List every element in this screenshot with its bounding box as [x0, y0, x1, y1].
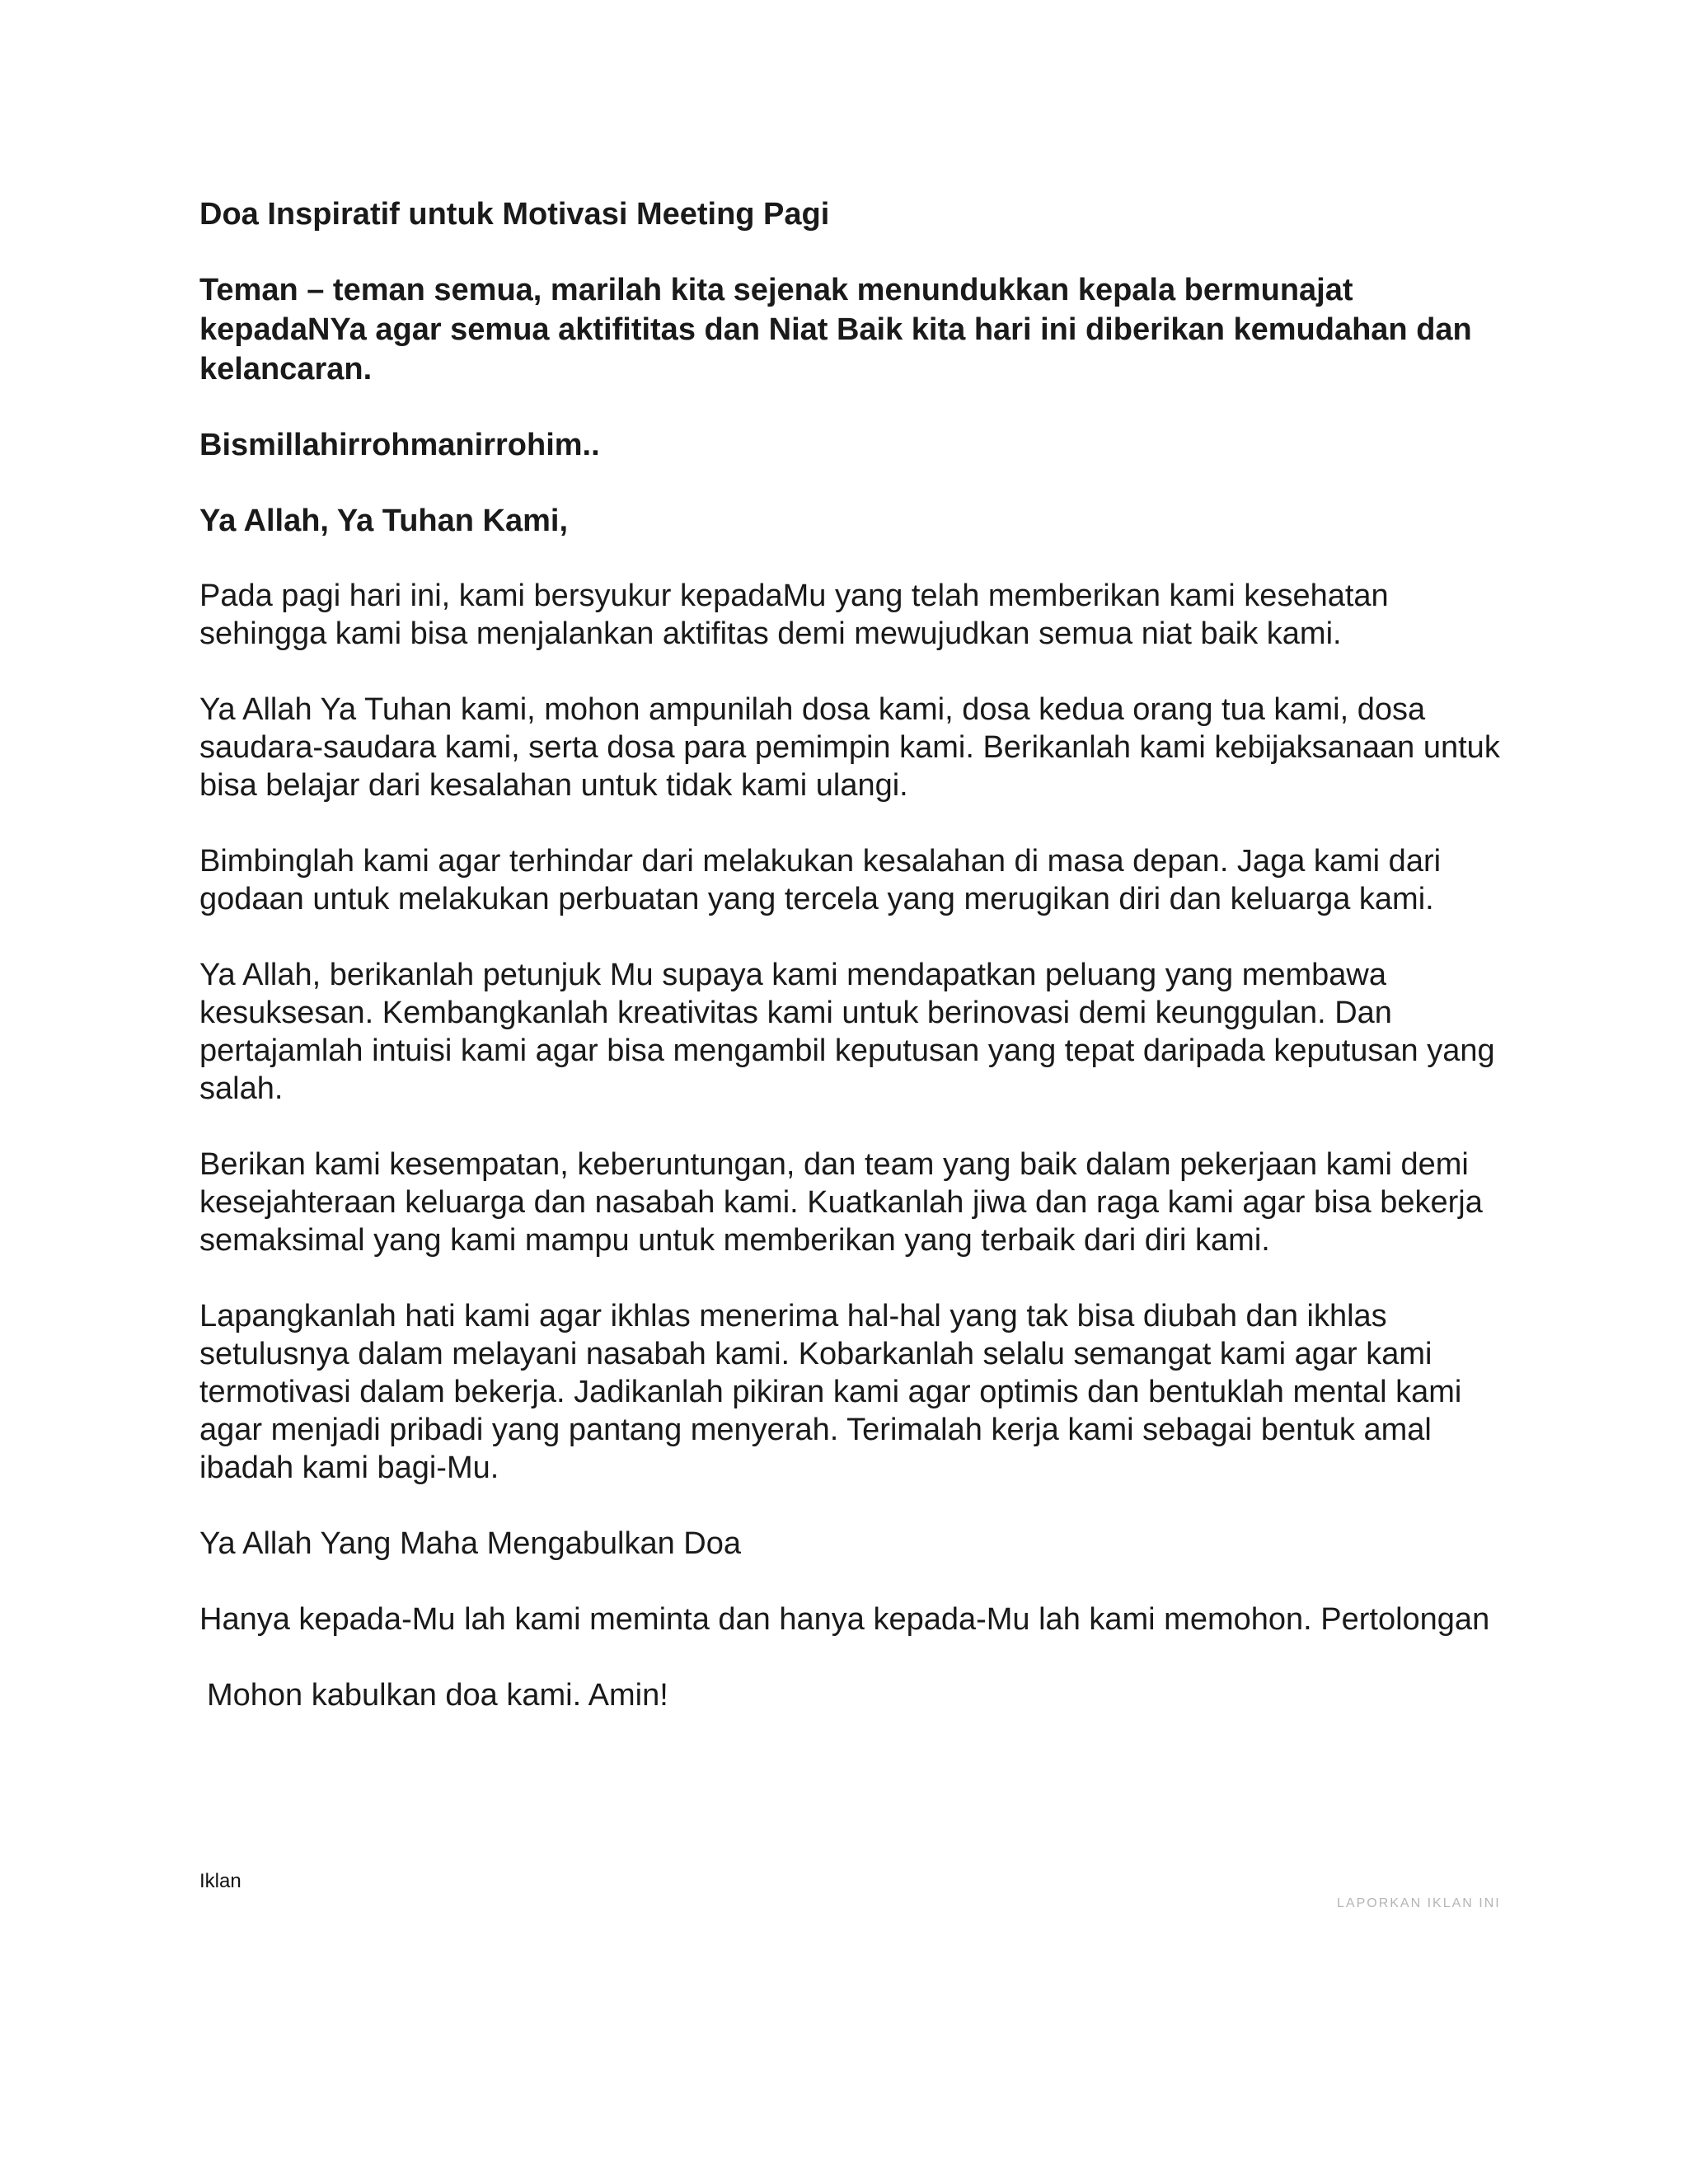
paragraph-success: Ya Allah, berikanlah petunjuk Mu supaya kami mendapatkan peluang yang membawa kesuksesan. Kembangkanlah kreativitas kami untuk berinovasi demi keunggulan. Dan pertajamlah intuisi kami agar bisa mengambil keputusan yang tepat daripada keputusan yang salah.: [199, 958, 1495, 1106]
paragraph-opportunity: Berikan kami kesempatan, keberuntungan, dan team yang baik dalam pekerjaan kami demi kesejahteraan keluarga dan nasabah kami. Kuatkanlah jiwa dan raga kami agar bisa bekerja semaksimal yang kami mampu untuk memberikan yang terbaik dari diri kami.: [199, 1147, 1483, 1258]
salutation-line: Ya Allah, Ya Tuhan Kami,: [199, 504, 569, 538]
paragraph-sincerity: Lapangkanlah hati kami agar ikhlas menerima hal-hal yang tak bisa diubah dan ikhlas setulusnya dalam melayani nasabah kami. Kobarkanlah selalu semangat kami agar kami termotivasi dalam bekerja. Jadikanlah pikiran kami agar optimis dan bentuklah mental kami agar menjadi pribadi yang pantang menyerah. Terimalah kerja kami sebagai bentuk amal ibadah kami bagi-Mu.: [199, 1299, 1462, 1485]
paragraph-gratitude: Pada pagi hari ini, kami bersyukur kepadaMu yang telah memberikan kami kesehatan sehingga kami bisa menjalankan aktifitas demi mewujudkan semua niat baik kami.: [199, 579, 1389, 651]
ad-label: Iklan: [199, 1870, 241, 1892]
bismillah-line: Bismillahirrohmanirrohim..: [199, 428, 600, 462]
paragraph-supplication: Hanya kepada-Mu lah kami meminta dan hanya kepada-Mu lah kami memohon. Pertolongan: [199, 1602, 1490, 1637]
paragraph-guidance: Bimbinglah kami agar terhindar dari melakukan kesalahan di masa depan. Jaga kami dari godaan untuk melakukan perbuatan yang tercela yang merugikan diri dan keluarga kami.: [199, 844, 1442, 916]
paragraph-forgiveness: Ya Allah Ya Tuhan kami, mohon ampunilah dosa kami, dosa kedua orang tua kami, dosa saudara-saudara kami, serta dosa para pemimpin kami. Berikanlah kami kebijaksanaan untuk bisa belajar dari kesalahan untuk tidak kami ulangi.: [199, 692, 1500, 803]
document-title: Doa Inspiratif untuk Motivasi Meeting Pagi: [199, 197, 830, 232]
paragraph-closing: Mohon kabulkan doa kami. Amin!: [207, 1678, 668, 1713]
report-ad-link[interactable]: LAPORKAN IKLAN INI: [1337, 1896, 1501, 1910]
document-body: [199, 194, 1502, 1752]
intro-paragraph: Teman – teman semua, marilah kita sejenak menundukkan kepala bermunajat kepadaNYa agar semua aktifititas dan Niat Baik kita hari ini diberikan kemudahan dan kelancaran.: [199, 273, 1472, 387]
paragraph-invocation: Ya Allah Yang Maha Mengabulkan Doa: [199, 1526, 742, 1561]
